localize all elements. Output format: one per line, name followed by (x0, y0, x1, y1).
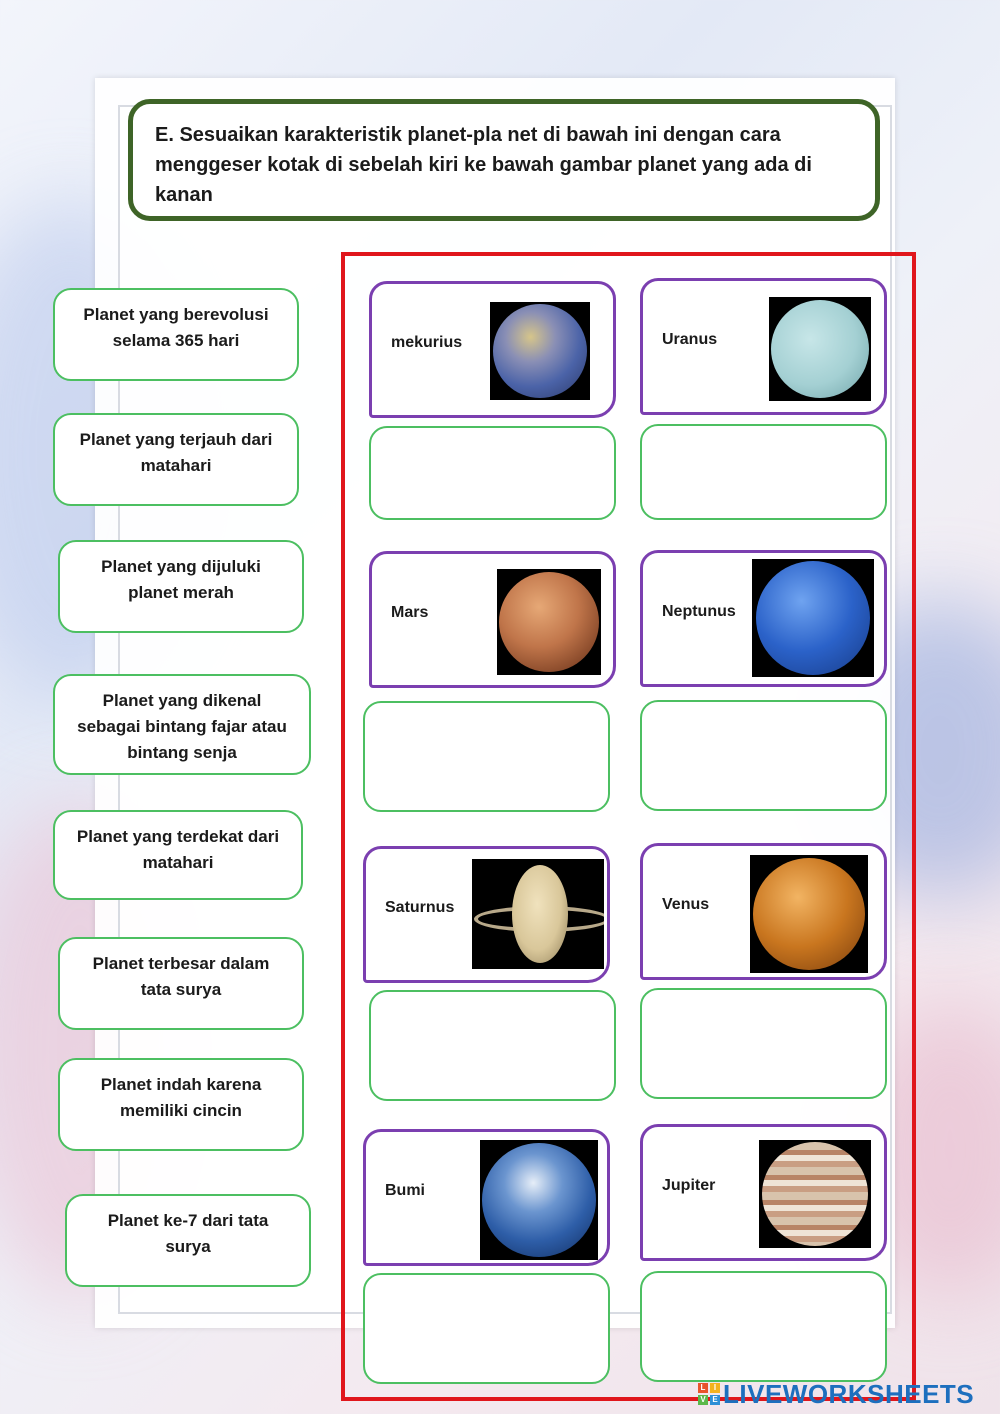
planet-card-venus (640, 843, 887, 980)
planet-card-earth (363, 1129, 610, 1266)
logo-mark-letter: V (698, 1395, 708, 1405)
jupiter-planet-image (759, 1140, 871, 1248)
liveworksheets-logo-mark (698, 1383, 720, 1405)
planet-card-mercury (369, 281, 616, 418)
clue-text: matahari (142, 853, 214, 872)
clue-card[interactable] (53, 674, 311, 775)
answer-drop-zone[interactable] (640, 700, 887, 811)
planet-name: mekurius (391, 334, 463, 351)
mars-sphere (499, 572, 599, 672)
planet-card-uranus (640, 278, 887, 415)
venus-planet-image (750, 855, 868, 973)
clue-text: Planet yang dijuluki (101, 557, 261, 576)
logo-mark-letter: I (710, 1383, 720, 1393)
neptune-sphere (756, 561, 870, 675)
planet-name: Neptunus (662, 603, 736, 620)
clue-text: sebagai bintang fajar atau (77, 717, 287, 736)
clue-card[interactable] (53, 413, 299, 506)
earth-sphere (482, 1143, 596, 1257)
saturn-planet-image (472, 859, 604, 969)
jupiter-sphere (762, 1142, 868, 1246)
clue-text: matahari (140, 456, 212, 475)
answer-drop-zone[interactable] (363, 1273, 610, 1384)
clue-card[interactable] (58, 1058, 304, 1151)
clue-text: surya (165, 1237, 211, 1256)
mars-planet-image (497, 569, 601, 675)
earth-planet-image (480, 1140, 598, 1260)
clue-text: Planet indah karena (100, 1075, 262, 1094)
clue-text: Planet yang terdekat dari (76, 827, 280, 846)
planet-card-neptune (640, 550, 887, 687)
answer-drop-zone[interactable] (640, 1271, 887, 1382)
clue-text: Planet yang terjauh dari (79, 430, 273, 449)
answer-drop-zone[interactable] (369, 990, 616, 1101)
clue-card[interactable] (65, 1194, 311, 1287)
logo-mark-letter: E (710, 1395, 720, 1405)
clue-card[interactable] (53, 810, 303, 900)
answer-drop-zone[interactable] (369, 426, 616, 520)
planet-name: Saturnus (385, 899, 455, 916)
planet-name: Venus (662, 896, 710, 913)
clue-card[interactable] (53, 288, 299, 381)
clue-text: Planet yang berevolusi (83, 305, 269, 324)
answer-drop-zone[interactable] (363, 701, 610, 812)
planet-name: Uranus (662, 331, 718, 348)
clue-text: tata surya (140, 980, 222, 999)
planet-card-saturn (363, 846, 610, 983)
planet-name: Bumi (385, 1182, 425, 1199)
planet-name: Jupiter (662, 1177, 716, 1194)
clue-text: planet merah (128, 583, 234, 602)
clue-text: Planet ke-7 dari tata (107, 1211, 269, 1230)
clue-text: Planet yang dikenal (102, 691, 262, 710)
instruction-box (128, 99, 880, 221)
neptune-planet-image (752, 559, 874, 677)
clue-text: selama 365 hari (112, 331, 240, 350)
saturn-sphere (512, 865, 568, 963)
liveworksheets-logo-text: LIVEWORKSHEETS (723, 1378, 975, 1409)
mercury-sphere (493, 304, 587, 398)
planet-name: Mars (391, 604, 429, 621)
instruction-text: E. Sesuaikan karakteristik planet-pla net di bawah ini dengan cara menggeser kotak di sebelah kiri ke bawah gambar planet yang ada di kanan (155, 124, 812, 206)
venus-sphere (753, 858, 865, 970)
mercury-planet-image (490, 302, 590, 400)
clue-text: memiliki cincin (120, 1101, 242, 1120)
clue-card[interactable] (58, 937, 304, 1030)
clue-card[interactable] (58, 540, 304, 633)
planet-card-mars (369, 551, 616, 688)
liveworksheets-logo (698, 1378, 975, 1409)
uranus-planet-image (769, 297, 871, 401)
logo-mark-letter: L (698, 1383, 708, 1393)
clue-text: Planet terbesar dalam (92, 954, 270, 973)
answer-drop-zone[interactable] (640, 424, 887, 520)
clue-text: bintang senja (127, 743, 237, 762)
planet-card-jupiter (640, 1124, 887, 1261)
answer-drop-zone[interactable] (640, 988, 887, 1099)
uranus-sphere (771, 300, 869, 398)
